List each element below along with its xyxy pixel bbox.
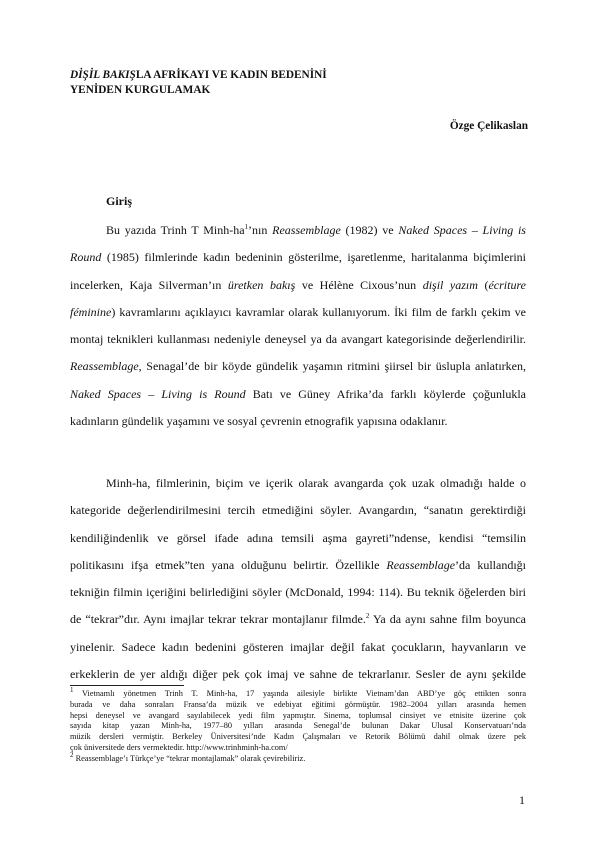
paragraph-line: kendiliğindenlik ve görsel ifade adına temsili aşma gayreti”ndense, kendisi “temsilin	[70, 530, 526, 545]
paragraph-line: yinelenir. Sadece kadın bedenini gösteren imajlar değil fakat çocukların, hayvanların ve	[70, 639, 526, 654]
paragraph-line: montaj teknikleri kullanması nedeniyle deneysel ya da avangart kategorisinde değerlendirilir.	[70, 332, 526, 347]
paragraph-line: Minh-ha, filmlerinin, biçim ve içerik olarak avangarda çok uzak olmadığı halde o	[106, 476, 526, 490]
footnote-line: hepsi deneysel ve avangard sayılabilecek yedi film yapmıştır. Sinema, toplumsal cinsiyet ve etnisite üzerine çok	[70, 710, 526, 720]
footnote-separator	[70, 685, 184, 686]
page-number: 1	[519, 793, 525, 807]
paragraph-line: politikasını ifşa etmek”ten yana olduğunu belirtir. Özellikle Reassemblage’da kullandığı	[70, 557, 527, 572]
paper-title	[70, 68, 530, 98]
paragraph-line: féminine) kavramlarını açıklayıcı kavramlar olarak kullanıyorum. İki film de farklı çekim ve	[70, 304, 526, 319]
footnote-1-mark: 1	[70, 686, 74, 695]
footnote-line: burada ve daha sonraları Fransa’da müzik ve edebiyat eğitimi görmüştür. 1982–2004 yılları arasında hemen	[70, 699, 526, 709]
title-line-1	[70, 68, 530, 83]
footnote-1	[70, 686, 526, 754]
paragraph-line: kadınların gündelik yaşamını ve sosyal çevrenin etnografik yapısına odaklanır.	[70, 414, 448, 429]
footnote-line: $^2$ Reassemblage’ı Türkçe’ye “tekrar montajlamak” olarak çevirebiliriz.	[70, 751, 306, 763]
paragraph-line: erkeklerin de yer aldığı diğer pek çok imaj ve sahne de tekrarlanır. Sesler de aynı şekilde	[70, 667, 526, 682]
paragraph-line: Bu yazıda Trinh T Minh-$ha^1’nın$ Reassemblage (1982) ve Naked Spaces – Living is	[106, 223, 526, 237]
footnote-ref-1[interactable]: 1	[244, 223, 249, 231]
footnote-ref-2[interactable]: 2	[365, 612, 370, 621]
title-italic-part: DİŞİL BAKIŞ	[70, 69, 136, 81]
section-heading: Giriş	[106, 194, 132, 208]
paragraph-introduction	[70, 217, 526, 435]
title-rest: LA AFRİKAYI VE KADIN BEDENİNİ	[135, 69, 327, 81]
footnote-line: müzik dersleri vermiştir. Berkeley Üniversitesi’nde Kadın Çalışmaları ve Retorik Bölümü dahil olmak üzere pek	[70, 732, 526, 742]
paragraph-line: kategoride değerlendirilmesini tercih etmediğini söyler. Avangardın, “sanatın gerektirdiği	[70, 503, 526, 518]
paragraph-line: tekniğin filmin içeriğini belirlediğini söyler (McDonald, 1994: 114). Bu teknik öğelerden biri	[70, 585, 526, 600]
paragraph-line: Naked Spaces – Living is Round Batı ve Güney Afrika’da farklı köylerde çoğunlukla	[70, 386, 526, 401]
footnote-line: çok üniversitede ders vermektedir. http://www.trinhminh-ha.com/	[70, 742, 288, 752]
footnotes	[70, 686, 526, 765]
paragraph-line: Reassemblage, Senagal’de bir köyde gündelik yaşamın ritmini şiirsel bir üslupla anlatırken,	[70, 359, 526, 374]
footnote-line: $^1$ Vietnamlı yönetmen Trinh T. Minh-ha, 17 yaşında ailesiyle birlikte Vietnam’dan ABD’ye göç ettikten sonra	[70, 686, 526, 698]
paragraph-second	[70, 470, 526, 688]
paragraph-line: de “tekrar”dır. Aynı imajlar tekrar tekrar montajlanır filmde.$^2$ Ya da aynı sahne film boyunca	[70, 612, 526, 627]
paragraph-line: Round (1985) filmlerinde kadın bedeninin gösterilme, işaretlenme, haritalanma biçimlerini	[70, 250, 526, 265]
footnote-2	[70, 751, 526, 765]
footnote-2-mark: 2	[70, 751, 74, 760]
author-name: Özge Çelikaslan	[449, 120, 528, 132]
paragraph-line: incelerken, Kaja Silverman’ın üretken bakış ve Hélène Cixous’nun dişil yazım (écriture	[70, 277, 526, 292]
title-line-2: YENİDEN KURGULAMAK	[70, 84, 211, 96]
footnote-line: sayıda kitap yazan Minh-ha, 1977–80 yılları arasında Senegal’de bulunan Dakar Ulusal Konservatuarı’nda	[70, 721, 526, 731]
